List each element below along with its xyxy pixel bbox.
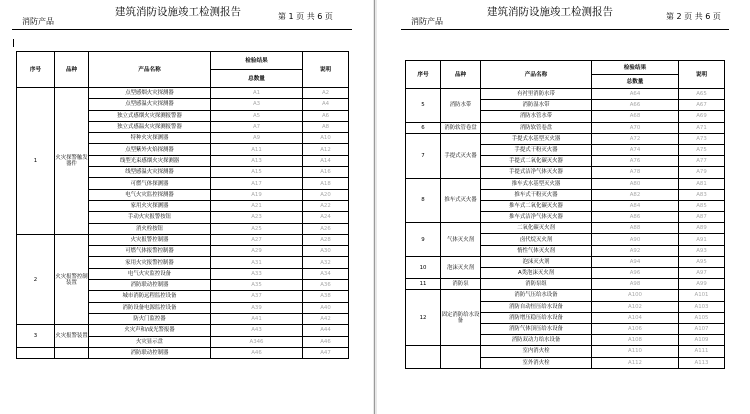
- cell-total: A37: [211, 291, 303, 302]
- header-total: 总数量: [592, 75, 679, 89]
- cell-total: A346: [211, 336, 303, 347]
- cell-kind: 推车式灭火器: [441, 178, 481, 223]
- header-product: 产品名称: [89, 52, 211, 88]
- cell-product: 消防软管卷盘: [481, 122, 592, 133]
- cell-total: A78: [592, 167, 679, 178]
- cell-total: A39: [211, 302, 303, 313]
- cell-kind: 火灾报警装置: [55, 325, 89, 348]
- cell-total: A33: [211, 268, 303, 279]
- cell-note: A42: [303, 313, 349, 324]
- cell-note: A10: [303, 133, 349, 144]
- cell-product: 消防设备电源监控设备: [89, 302, 211, 313]
- cell-total: A1: [211, 88, 303, 99]
- cell-total: A3: [211, 99, 303, 110]
- cell-total: A106: [592, 323, 679, 334]
- cell-note: A65: [679, 89, 725, 100]
- cell-note: A73: [679, 133, 725, 144]
- cell-seq: 8: [406, 178, 441, 223]
- cell-product: 特种火灾探测器: [89, 133, 211, 144]
- cell-product: 家用火灾探测器: [89, 200, 211, 211]
- cell-note: A26: [303, 223, 349, 234]
- cell-product: 火灾声和/或光警报器: [89, 325, 211, 336]
- cell-note: A113: [679, 357, 725, 368]
- table-row: [406, 223, 725, 234]
- cell-product: 点型感烟火灾探测器: [89, 88, 211, 99]
- cell-product: 推车式二氧化碳灭火器: [481, 200, 592, 211]
- cell-product: A类泡沫灭火剂: [481, 268, 592, 279]
- cell-total: A27: [211, 234, 303, 245]
- cell-note: A99: [679, 279, 725, 290]
- cell-note: A75: [679, 144, 725, 155]
- cell-product: 二氧化碳灭火剂: [481, 223, 592, 234]
- cell-product: 手提式洁净气体灭火器: [481, 167, 592, 178]
- cell-seq: 9: [406, 223, 441, 257]
- header-result: 检验结果: [211, 52, 303, 70]
- cell-kind: 消防水带: [441, 89, 481, 123]
- cell-product: 线型光束感烟火灾探测器: [89, 155, 211, 166]
- product-label: 消防产品: [411, 17, 443, 26]
- cell-product: 消防泵组: [481, 279, 592, 290]
- cell-total: A82: [592, 189, 679, 200]
- cell-product: 城市消防远程监控设备: [89, 291, 211, 302]
- cell-note: A20: [303, 189, 349, 200]
- cell-product: 家用火灾报警控制器: [89, 257, 211, 268]
- cell-note: A103: [679, 301, 725, 312]
- cell-kind: 火灾报警控制装置: [55, 234, 89, 324]
- cell-product: 电气火灾监控设备: [89, 268, 211, 279]
- header-rule: [401, 29, 729, 30]
- cell-total: A9: [211, 133, 303, 144]
- cell-note: A97: [679, 268, 725, 279]
- cell-total: A13: [211, 155, 303, 166]
- cell-kind: [441, 346, 481, 368]
- cell-seq: 12: [406, 290, 441, 346]
- cell-product: 室内消火栓: [481, 346, 592, 357]
- cell-product: 室外消火栓: [481, 357, 592, 368]
- cell-total: A98: [592, 279, 679, 290]
- cell-total: A17: [211, 178, 303, 189]
- cell-product: 点型感温火灾探测器: [89, 99, 211, 110]
- cell-total: A21: [211, 200, 303, 211]
- header-rule: [12, 29, 352, 30]
- table-row: [406, 346, 725, 357]
- cell-product: 消防双动力给水设备: [481, 335, 592, 346]
- cell-product: 点型紫外火焰探测器: [89, 144, 211, 155]
- cell-total: A7: [211, 121, 303, 132]
- cell-note: A77: [679, 156, 725, 167]
- cell-total: A19: [211, 189, 303, 200]
- cell-total: A68: [592, 111, 679, 122]
- cell-note: A46: [303, 336, 349, 347]
- cell-product: 消防联动控制器: [89, 280, 211, 291]
- cell-product: 消防气体顶压给水设备: [481, 323, 592, 334]
- cell-note: A12: [303, 144, 349, 155]
- header-product: 产品名称: [481, 61, 592, 89]
- table-row: [17, 234, 349, 245]
- cell-seq: 6: [406, 122, 441, 133]
- cell-note: A67: [679, 100, 725, 111]
- cell-note: A32: [303, 257, 349, 268]
- header-note: 说明: [303, 52, 349, 88]
- cell-note: A22: [303, 200, 349, 211]
- cell-seq: 10: [406, 256, 441, 278]
- cell-note: A34: [303, 268, 349, 279]
- cell-total: A76: [592, 156, 679, 167]
- cell-note: A87: [679, 212, 725, 223]
- cell-total: A104: [592, 312, 679, 323]
- cell-total: A84: [592, 200, 679, 211]
- cell-product: 线型感温火灾探测器: [89, 167, 211, 178]
- cell-seq: 3: [17, 325, 55, 348]
- text-cursor: [13, 39, 14, 47]
- cell-total: A41: [211, 313, 303, 324]
- cell-total: A46: [211, 347, 303, 358]
- cell-product: 推车式水基型灭火器: [481, 178, 592, 189]
- cell-seq: 2: [17, 234, 55, 324]
- cell-note: A89: [679, 223, 725, 234]
- cell-total: A25: [211, 223, 303, 234]
- report-title: 建筑消防设施竣工检测报告: [487, 6, 613, 18]
- cell-total: A5: [211, 110, 303, 121]
- cell-total: A102: [592, 301, 679, 312]
- cell-total: A96: [592, 268, 679, 279]
- cell-product: 防火门监控器: [89, 313, 211, 324]
- cell-kind: 消防泵: [441, 279, 481, 290]
- cell-product: 推车式洁净气体灭火器: [481, 212, 592, 223]
- cell-note: A109: [679, 335, 725, 346]
- cell-total: A86: [592, 212, 679, 223]
- table-row: [17, 88, 349, 99]
- header-note: 说明: [679, 61, 725, 89]
- cell-product: 独立式感烟火灾探测报警器: [89, 110, 211, 121]
- product-label: 消防产品: [22, 17, 54, 26]
- header-kind: 品种: [55, 52, 89, 88]
- cell-product: 消防湿水带: [481, 100, 592, 111]
- cell-product: 卤代烷灭火剂: [481, 234, 592, 245]
- cell-note: A36: [303, 280, 349, 291]
- cell-total: A29: [211, 246, 303, 257]
- cell-note: A28: [303, 234, 349, 245]
- cell-total: A88: [592, 223, 679, 234]
- cell-note: A14: [303, 155, 349, 166]
- cell-note: A85: [679, 200, 725, 211]
- cell-note: A111: [679, 346, 725, 357]
- cell-kind: 火灾探警触发器件: [55, 88, 89, 235]
- report-title: 建筑消防设施竣工检测报告: [115, 6, 241, 18]
- cell-note: A71: [679, 122, 725, 133]
- cell-note: A6: [303, 110, 349, 121]
- cell-kind: 手提式灭火器: [441, 133, 481, 178]
- cell-note: A107: [679, 323, 725, 334]
- cell-total: A64: [592, 89, 679, 100]
- table-row: [406, 290, 725, 301]
- cell-product: 有衬里消防水带: [481, 89, 592, 100]
- header-total: 总数量: [211, 70, 303, 88]
- cell-note: A101: [679, 290, 725, 301]
- table-row: [406, 256, 725, 267]
- cell-total: A92: [592, 245, 679, 256]
- cell-seq: 5: [406, 89, 441, 123]
- cell-note: A93: [679, 245, 725, 256]
- cell-total: A74: [592, 144, 679, 155]
- cell-seq: 11: [406, 279, 441, 290]
- report-page-2: [377, 0, 750, 414]
- table-row: [406, 178, 725, 189]
- cell-product: 消防水管水带: [481, 111, 592, 122]
- cell-note: A16: [303, 167, 349, 178]
- cell-note: A8: [303, 121, 349, 132]
- cell-note: A95: [679, 256, 725, 267]
- cell-total: A31: [211, 257, 303, 268]
- cell-product: 惰性气体灭火剂: [481, 245, 592, 256]
- cell-note: A30: [303, 246, 349, 257]
- cell-product: 消防自动恒压给水设备: [481, 301, 592, 312]
- cell-total: A72: [592, 133, 679, 144]
- cell-total: A11: [211, 144, 303, 155]
- cell-kind: [55, 347, 89, 358]
- cell-note: A69: [679, 111, 725, 122]
- cell-note: A24: [303, 212, 349, 223]
- cell-total: A43: [211, 325, 303, 336]
- cell-note: A105: [679, 312, 725, 323]
- cell-product: 泡沫灭火剂: [481, 256, 592, 267]
- cell-product: 手提式二氧化碳灭火器: [481, 156, 592, 167]
- cell-total: A66: [592, 100, 679, 111]
- cell-product: 手提式干粉灭火器: [481, 144, 592, 155]
- cell-total: A35: [211, 280, 303, 291]
- cell-note: A47: [303, 347, 349, 358]
- cell-product: 可燃气体探测器: [89, 178, 211, 189]
- table-row: [406, 89, 725, 100]
- page-number: 第 2 页 共 6 页: [666, 12, 721, 21]
- cell-seq: 1: [17, 88, 55, 235]
- cell-kind: 消防软管卷盘: [441, 122, 481, 133]
- table-row: [17, 325, 349, 336]
- cell-kind: 泡沫灭火剂: [441, 256, 481, 278]
- cell-note: A4: [303, 99, 349, 110]
- cell-seq: 7: [406, 133, 441, 178]
- product-table: [405, 60, 725, 369]
- cell-product: 可燃气体报警控制器: [89, 246, 211, 257]
- cell-product: 消防气压给水设备: [481, 290, 592, 301]
- cell-total: A70: [592, 122, 679, 133]
- header-kind: 品种: [441, 61, 481, 89]
- cell-product: 消防联动控制器: [89, 347, 211, 358]
- cell-note: A79: [679, 167, 725, 178]
- cell-note: A18: [303, 178, 349, 189]
- table-row: [406, 122, 725, 133]
- page-number: 第 1 页 共 6 页: [278, 12, 333, 21]
- cell-total: A23: [211, 212, 303, 223]
- cell-product: 火灾报警控制器: [89, 234, 211, 245]
- cell-seq: [17, 347, 55, 358]
- header-result: 检验结果: [592, 61, 679, 75]
- cell-kind: 气体灭火剂: [441, 223, 481, 257]
- cell-note: A2: [303, 88, 349, 99]
- cell-seq: [406, 346, 441, 368]
- cell-note: A91: [679, 234, 725, 245]
- cell-total: A90: [592, 234, 679, 245]
- report-page-1: [0, 0, 373, 414]
- table-row: [406, 133, 725, 144]
- cell-note: A83: [679, 189, 725, 200]
- cell-total: A100: [592, 290, 679, 301]
- product-table: [16, 51, 349, 359]
- cell-product: 独立式感温火灾探测报警器: [89, 121, 211, 132]
- header-seq: 序号: [406, 61, 441, 89]
- table-row: [406, 279, 725, 290]
- cell-total: A110: [592, 346, 679, 357]
- cell-product: 手动火灾报警按钮: [89, 212, 211, 223]
- cell-kind: 固定消防给水设备: [441, 290, 481, 346]
- cell-note: A38: [303, 291, 349, 302]
- cell-product: 手提式水基型灭火器: [481, 133, 592, 144]
- cell-product: 火灾显示盘: [89, 336, 211, 347]
- cell-note: A81: [679, 178, 725, 189]
- cell-product: 电气火灾监控探测器: [89, 189, 211, 200]
- table-row: [17, 347, 349, 358]
- cell-total: A15: [211, 167, 303, 178]
- cell-total: A94: [592, 256, 679, 267]
- header-seq: 序号: [17, 52, 55, 88]
- cell-product: 消防增压稳压给水设备: [481, 312, 592, 323]
- cell-total: A80: [592, 178, 679, 189]
- cell-product: 推车式干粉灭火器: [481, 189, 592, 200]
- cell-note: A40: [303, 302, 349, 313]
- cell-product: 消火栓按钮: [89, 223, 211, 234]
- cell-total: A108: [592, 335, 679, 346]
- cell-total: A112: [592, 357, 679, 368]
- cell-note: A44: [303, 325, 349, 336]
